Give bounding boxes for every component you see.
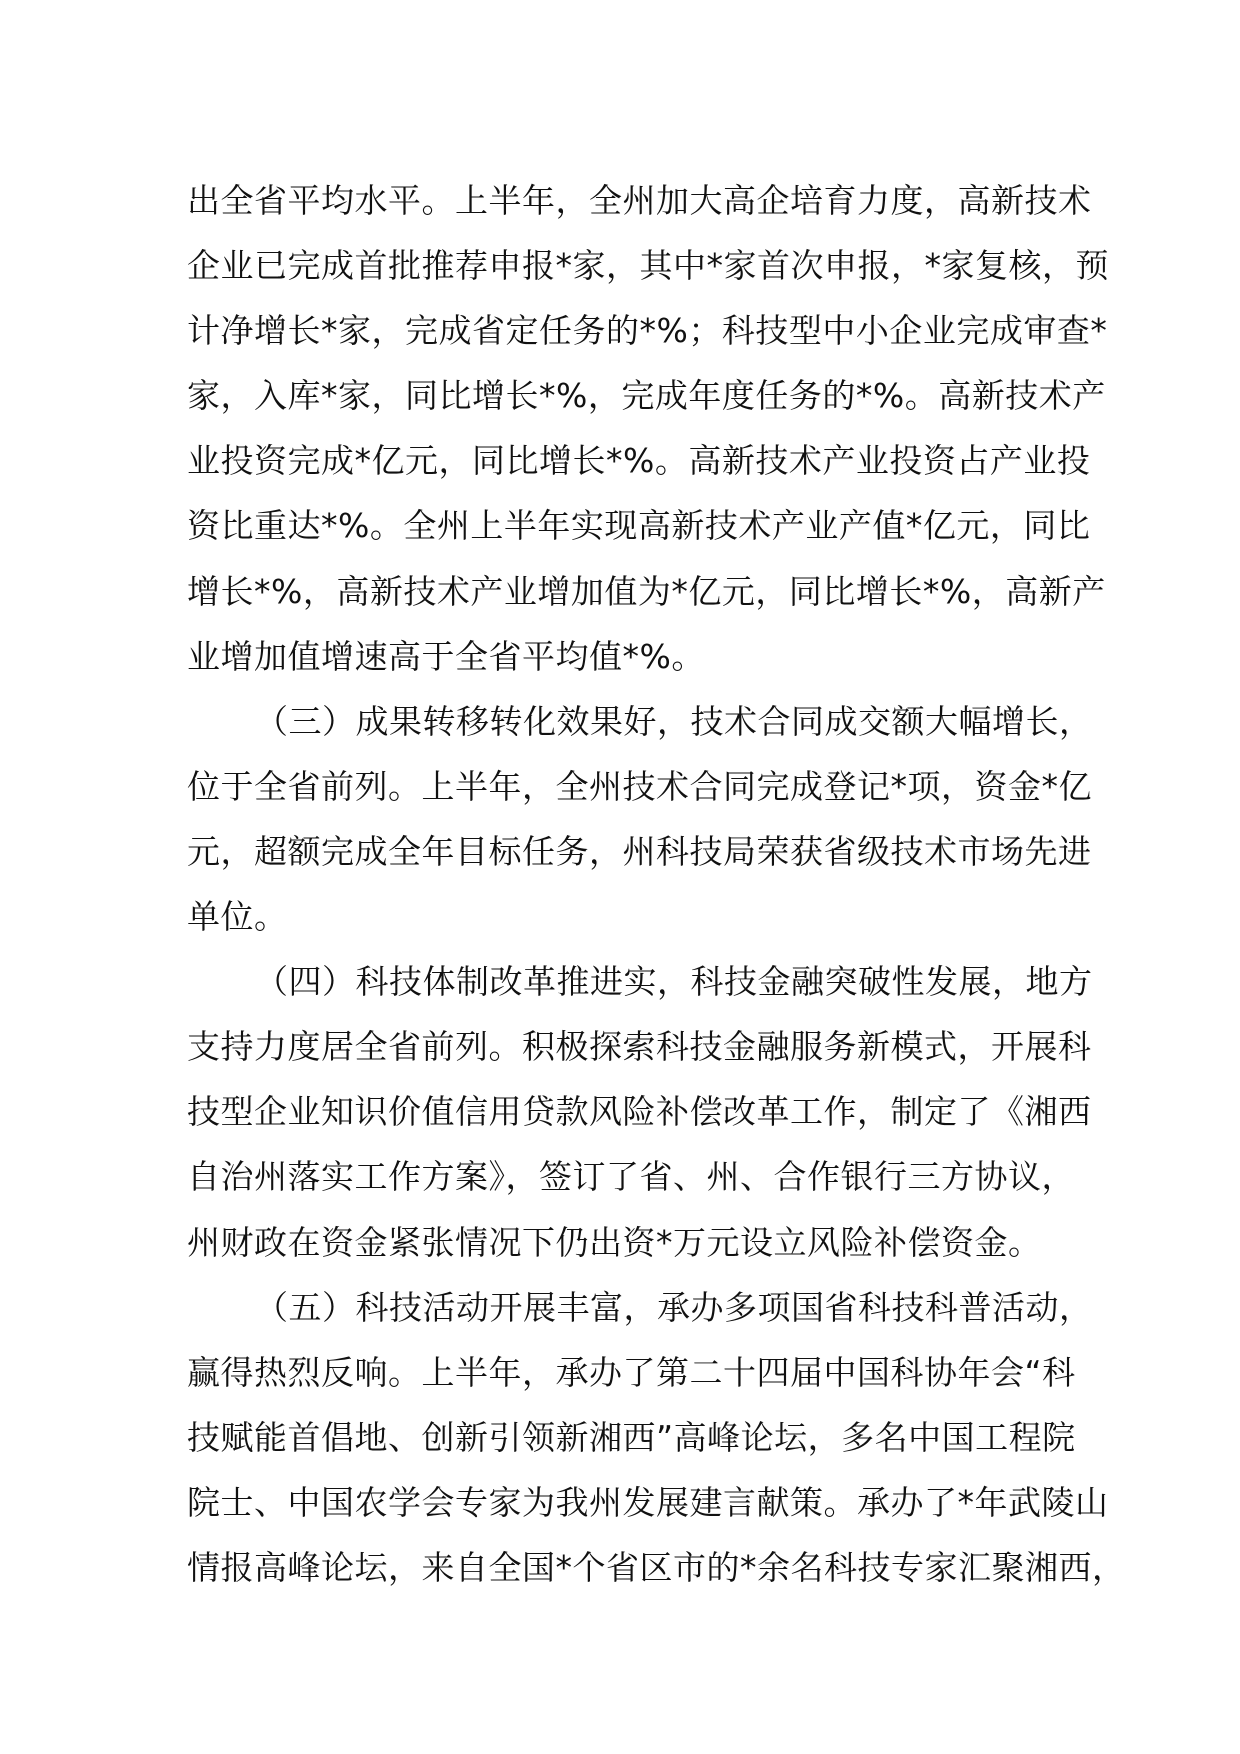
text-line: 业投资完成*亿元，同比增长*%。高新技术产业投资占产业投 bbox=[187, 441, 1091, 481]
text-line: 企业已完成首批推荐申报*家，其中*家首次申报，*家复核，预 bbox=[187, 246, 1109, 286]
text-line: 情报高峰论坛，来自全国*个省区市的*余名科技专家汇聚湘西， bbox=[187, 1547, 1126, 1587]
text-line: 资比重达*%。全州上半年实现高新技术产业产值*亿元，同比 bbox=[187, 506, 1091, 546]
text-line: 元，超额完成全年目标任务，州科技局荣获省级技术市场先进 bbox=[187, 831, 1092, 871]
section-heading-line: （三）成果转移转化效果好，技术合同成交额大幅增长， bbox=[255, 701, 1093, 741]
text-line: 增长*%，高新技术产业增加值为*亿元，同比增长*%，高新产 bbox=[187, 571, 1106, 611]
section-heading-line: （五）科技活动开展丰富，承办多项国省科技科普活动， bbox=[255, 1287, 1093, 1327]
text-line: 院士、中国农学会专家为我州发展建言献策。承办了*年武陵山 bbox=[187, 1482, 1109, 1522]
text-line: 支持力度居全省前列。积极探索科技金融服务新模式，开展科 bbox=[187, 1027, 1092, 1067]
text-line: 出全省平均水平。上半年，全州加大高企培育力度，高新技术 bbox=[187, 181, 1092, 220]
text-line: 计净增长*家，完成省定任务的*%；科技型中小企业完成审查* bbox=[187, 311, 1108, 351]
text-line: 单位。 bbox=[187, 897, 288, 937]
text-line: 自治州落实工作方案》，签订了省、州、合作银行三方协议， bbox=[187, 1157, 1075, 1197]
text-line: 技赋能首倡地、创新引领新湘西”高峰论坛，多名中国工程院 bbox=[187, 1417, 1076, 1457]
text-line: 业增加值增速高于全省平均值*%。 bbox=[187, 636, 705, 676]
document-body bbox=[187, 168, 1126, 1600]
text-line: 州财政在资金紧张情况下仍出资*万元设立风险补偿资金。 bbox=[187, 1222, 1042, 1262]
text-line: 技型企业知识价值信用贷款风险补偿改革工作，制定了《湘西 bbox=[187, 1092, 1092, 1132]
text-line: 家，入库*家，同比增长*%，完成年度任务的*%。高新技术产 bbox=[187, 376, 1106, 416]
text-line: 赢得热烈反响。上半年，承办了第二十四届中国科协年会“科 bbox=[187, 1352, 1076, 1392]
section-heading-line: （四）科技体制改革推进实，科技金融突破性发展，地方 bbox=[255, 962, 1093, 1002]
text-line: 位于全省前列。上半年，全州技术合同完成登记*项，资金*亿 bbox=[187, 766, 1092, 806]
